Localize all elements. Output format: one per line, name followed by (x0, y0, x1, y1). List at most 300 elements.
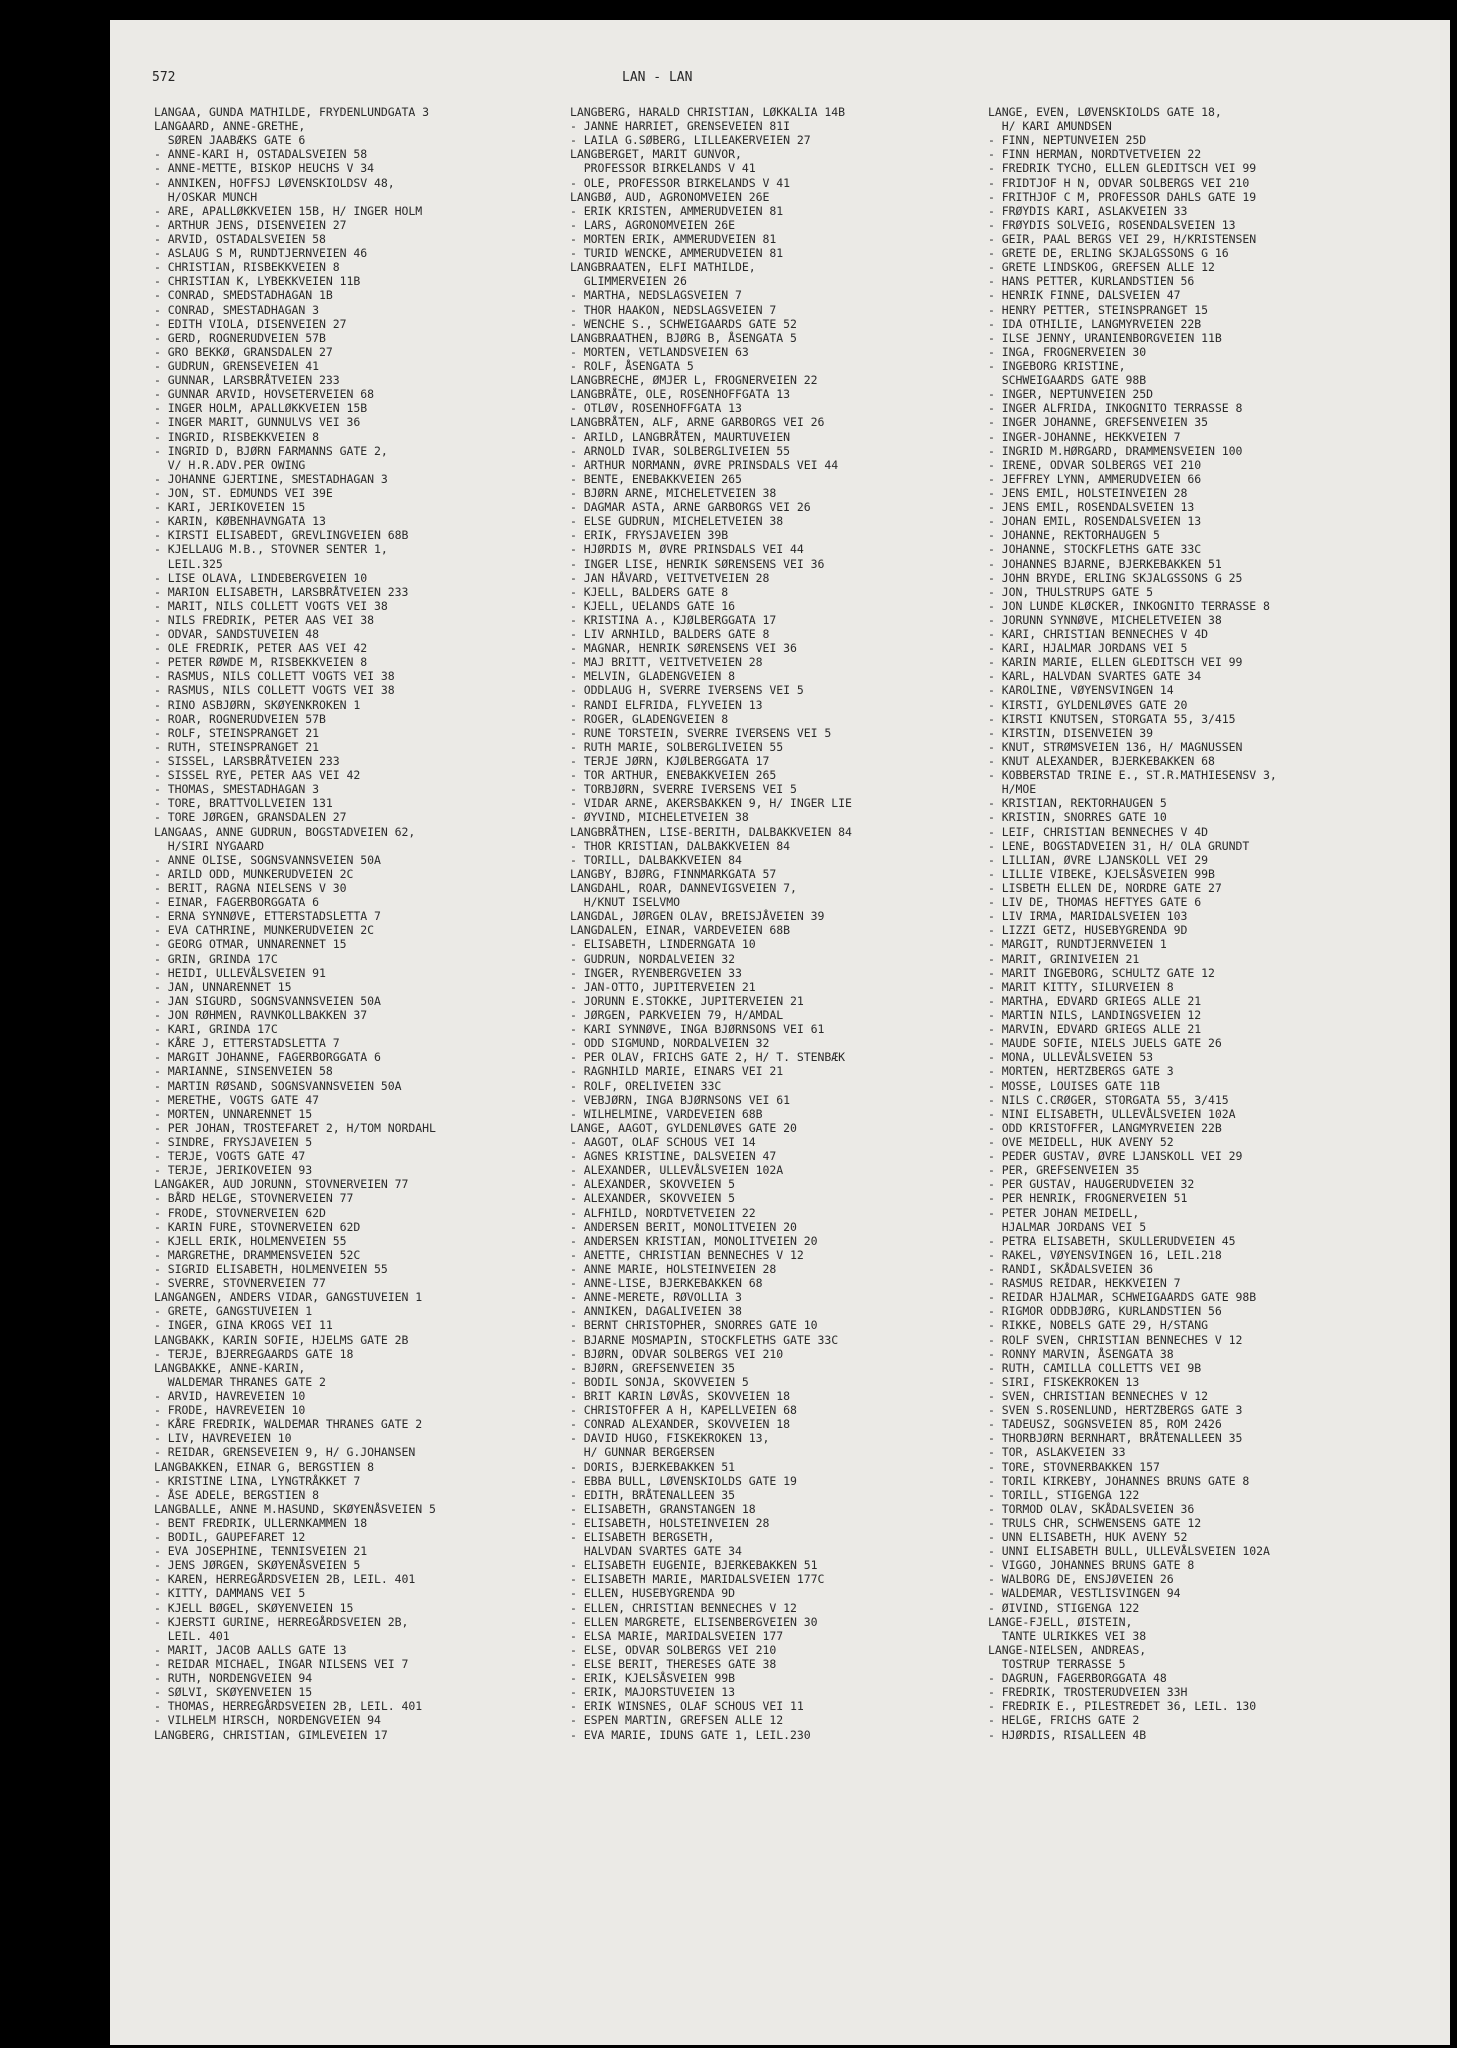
directory-entry: - VEBJØRN, INGA BJØRNSONS VEI 61 (570, 1092, 790, 1107)
directory-entry: LANGAA, GUNDA MATHILDE, FRYDENLUNDGATA 3 (154, 105, 429, 119)
directory-entry: - ROLF, ORELIVEIEN 33C (570, 1078, 722, 1093)
directory-entry: - LIV DE, THOMAS HEFTYES GATE 6 (988, 895, 1202, 910)
directory-entry: - DAGRUN, FAGERBORGGATA 48 (988, 1671, 1167, 1686)
directory-entry: - TERJE, BJERREGAARDS GATE 18 (154, 1346, 354, 1361)
directory-entry: - CHRISTIAN, RISBEKKVEIEN 8 (154, 260, 340, 275)
directory-entry: - LIV ARNHILD, BALDERS GATE 8 (570, 627, 770, 642)
directory-entry: GLIMMERVEIEN 26 (570, 274, 687, 289)
directory-entry: - JORUNN E.STOKKE, JUPITERVEIEN 21 (570, 993, 804, 1008)
directory-entry: - FREDRIK TYCHO, ELLEN GLEDITSCH VEI 99 (988, 161, 1257, 176)
directory-entry: - ERIK, FRYSJAVEIEN 39B (570, 528, 729, 543)
directory-entry: - RUTH, NORDENGVEIEN 94 (154, 1671, 313, 1686)
directory-entry: - EVA JOSEPHINE, TENNISVEIEN 21 (154, 1544, 368, 1559)
directory-entry: - INGER, NEPTUNVEIEN 25D (988, 387, 1153, 402)
directory-entry: - ELISABETH EUGENIE, BJERKEBAKKEN 51 (570, 1558, 818, 1573)
directory-entry: - ERIK, KJELSÅSVEIEN 99B (570, 1671, 735, 1686)
directory-entry: - INGRID, RISBEKKVEIEN 8 (154, 429, 319, 444)
directory-entry: - TORMOD OLAV, SKÅDALSVEIEN 36 (988, 1501, 1195, 1516)
directory-entry: - CHRISTIAN K, LYBEKKVEIEN 11B (154, 274, 361, 289)
directory-entry: - ELSE GUDRUN, MICHELETVEIEN 38 (570, 514, 784, 529)
directory-entry: - GUNNAR ARVID, HOVSETERVEIEN 68 (154, 387, 374, 402)
directory-entry: - KOBBERSTAD TRINE E., ST.R.MATHIESENSV 3, (988, 768, 1277, 783)
directory-entry: - MARTHA, NEDSLAGSVEIEN 7 (570, 288, 742, 303)
directory-entry: - ERNA SYNNØVE, ETTERSTADSLETTA 7 (154, 909, 381, 924)
directory-entry: - ELISABETH MARIE, MARIDALSVEIEN 177C (570, 1572, 825, 1587)
directory-entry: - ROLF, STEINSPRANGET 21 (154, 725, 319, 740)
directory-entry: LANGBAKK, KARIN SOFIE, HJELMS GATE 2B (154, 1332, 409, 1347)
directory-entry: - GRO BEKKØ, GRANSDALEN 27 (154, 344, 333, 359)
directory-entry: - ARVID, OSTADALSVEIEN 58 (154, 231, 326, 246)
directory-entry: - RANDI ELFRIDA, FLYVEIEN 13 (570, 697, 763, 712)
directory-entry: - RUNE TORSTEIN, SVERRE IVERSENS VEI 5 (570, 725, 832, 740)
directory-entry: - LIV, HAVREVEIEN 10 (154, 1431, 292, 1446)
directory-entry: - ÅSE ADELE, BERGSTIEN 8 (154, 1487, 319, 1502)
directory-entry: - TERJE, JERIKOVEIEN 93 (154, 1163, 313, 1178)
directory-entry: - LENE, BOGSTADVEIEN 31, H/ OLA GRUNDT (988, 838, 1250, 853)
directory-entry: - MARIT, JACOB AALLS GATE 13 (154, 1642, 347, 1657)
directory-entry: - KIRSTI, GYLDENLØVES GATE 20 (988, 697, 1188, 712)
directory-entry: - INGER JOHANNE, GREFSENVEIEN 35 (988, 415, 1208, 430)
directory-entry: - GERD, ROGNERUDVEIEN 57B (154, 330, 326, 345)
directory-entry: - BÅRD HELGE, STOVNERVEIEN 77 (154, 1191, 354, 1206)
directory-entry: LANGBRÅTEN, ALF, ARNE GARBORGS VEI 26 (570, 415, 825, 430)
directory-entry: - ERIK, MAJORSTUVEIEN 13 (570, 1685, 735, 1700)
directory-entry: - WALBORG DE, ENSJØVEIEN 26 (988, 1572, 1174, 1587)
directory-entry: - MAUDE SOFIE, NIELS JUELS GATE 26 (988, 1036, 1222, 1051)
directory-entry: - VIGGO, JOHANNES BRUNS GATE 8 (988, 1558, 1195, 1573)
directory-entry: - NILS FREDRIK, PETER AAS VEI 38 (154, 612, 374, 627)
directory-entry: LEIL.325 (154, 556, 223, 571)
directory-entry: - MELVIN, GLADENGVEIEN 8 (570, 669, 735, 684)
directory-entry: - ROGER, GLADENGVEIEN 8 (570, 711, 729, 726)
directory-entry: PROFESSOR BIRKELANDS V 41 (570, 161, 756, 176)
directory-entry: - ELLEN, CHRISTIAN BENNECHES V 12 (570, 1600, 797, 1615)
directory-entry: - HENRIK FINNE, DALSVEIEN 47 (988, 288, 1181, 303)
directory-entry: - INGER ALFRIDA, INKOGNITO TERRASSE 8 (988, 401, 1243, 416)
directory-entry: - INGEBORG KRISTINE, (988, 358, 1126, 373)
directory-entry: - ESPEN MARTIN, GREFSEN ALLE 12 (570, 1713, 784, 1728)
directory-entry: - EINAR, FAGERBORGGATA 6 (154, 895, 319, 910)
directory-entry: - ANNE-METTE, BISKOP HEUCHS V 34 (154, 161, 374, 176)
directory-entry: - FREDRIK, TROSTERUDVEIEN 33H (988, 1685, 1188, 1700)
directory-entry: - RONNY MARVIN, ÅSENGATA 38 (988, 1346, 1174, 1361)
directory-entry: - MARION ELISABETH, LARSBRÅTVEIEN 233 (154, 584, 409, 599)
directory-entry: - THOMAS, HERREGÅRDSVEIEN 2B, LEIL. 401 (154, 1699, 423, 1714)
directory-entry: - PER JOHAN, TROSTEFARET 2, H/TOM NORDAHL (154, 1120, 436, 1135)
directory-entry: - RIKKE, NOBELS GATE 29, H/STANG (988, 1318, 1208, 1333)
directory-entry: - KARI SYNNØVE, INGA BJØRNSONS VEI 61 (570, 1022, 825, 1037)
directory-entry: - OTLØV, ROSENHOFFGATA 13 (570, 401, 742, 416)
directory-entry: - ASLAUG S M, RUNDTJERNVEIEN 46 (154, 246, 368, 261)
directory-entry: - THOR KRISTIAN, DALBAKKVEIEN 84 (570, 838, 790, 853)
directory-entry: - TORILL, DALBAKKVEIEN 84 (570, 852, 742, 867)
directory-entry: - TORE, BRATTVOLLVEIEN 131 (154, 796, 333, 811)
directory-entry: - PER, GREFSENVEIEN 35 (988, 1163, 1140, 1178)
directory-entry: - MOSSE, LOUISES GATE 11B (988, 1078, 1160, 1093)
directory-entry: - WILHELMINE, VARDEVEIEN 68B (570, 1106, 763, 1121)
directory-entry: - FREDRIK E., PILESTREDET 36, LEIL. 130 (988, 1699, 1257, 1714)
directory-column-2 (570, 105, 962, 1742)
directory-entry: - RUTH MARIE, SOLBERGLIVEIEN 55 (570, 739, 784, 754)
directory-entry: LANGDALEN, EINAR, VARDEVEIEN 68B (570, 923, 790, 938)
directory-entry: - ROAR, ROGNERUDVEIEN 57B (154, 711, 326, 726)
directory-entry: - BRIT KARIN LØVÅS, SKOVVEIEN 18 (570, 1388, 790, 1403)
directory-entry: - GUDRUN, NORDALVEIEN 32 (570, 951, 735, 966)
directory-entry: - ØIVIND, STIGENGA 122 (988, 1600, 1140, 1615)
directory-entry: - JENS EMIL, ROSENDALSVEIEN 13 (988, 500, 1195, 515)
directory-entry: - TORE JØRGEN, GRANSDALEN 27 (154, 810, 347, 825)
directory-entry: - INGA, FROGNERVEIEN 30 (988, 344, 1147, 359)
directory-entry: - TERJE, VOGTS GATE 47 (154, 1149, 306, 1164)
directory-entry: - UNN ELISABETH, HUK AVENY 52 (988, 1530, 1188, 1545)
directory-entry: - JEFFREY LYNN, AMMERUDVEIEN 66 (988, 471, 1202, 486)
directory-entry: - SINDRE, FRYSJAVEIEN 5 (154, 1134, 313, 1149)
directory-entry: - GUNNAR, LARSBRÅTVEIEN 233 (154, 373, 340, 388)
directory-entry: - JORUNN SYNNØVE, MICHELETVEIEN 38 (988, 612, 1222, 627)
directory-entry: - BJØRN, GREFSENVEIEN 35 (570, 1360, 735, 1375)
directory-entry: - TORILL, STIGENGA 122 (988, 1487, 1140, 1502)
directory-entry: - EVA MARIE, IDUNS GATE 1, LEIL.230 (570, 1727, 811, 1742)
directory-entry: - TORE, STOVNERBAKKEN 157 (988, 1459, 1160, 1474)
directory-entry: - OVE MEIDELL, HUK AVENY 52 (988, 1134, 1174, 1149)
directory-entry: - RINO ASBJØRN, SKØYENKROKEN 1 (154, 697, 361, 712)
directory-entry: - MONA, ULLEVÅLSVEIEN 53 (988, 1050, 1153, 1065)
directory-entry: - DAVID HUGO, FISKEKROKEN 13, (570, 1431, 770, 1446)
directory-entry: - REIDAR, GRENSEVEIEN 9, H/ G.JOHANSEN (154, 1445, 416, 1460)
directory-entry: LANGAKER, AUD JORUNN, STOVNERVEIEN 77 (154, 1177, 409, 1192)
directory-entry: - MARTIN RØSAND, SOGNSVANNSVEIEN 50A (154, 1078, 402, 1093)
directory-entry: - KJELL, UELANDS GATE 16 (570, 598, 735, 613)
directory-entry: - FINN HERMAN, NORDTVETVEIEN 22 (988, 147, 1202, 162)
directory-entry: LANGBALLE, ANNE M.HASUND, SKØYENÅSVEIEN 5 (154, 1501, 436, 1516)
directory-entry: - INGRID M.HØRGARD, DRAMMENSVEIEN 100 (988, 443, 1243, 458)
directory-entry: LANGAAS, ANNE GUDRUN, BOGSTADVEIEN 62, (154, 824, 416, 839)
directory-entry: - ERIK KRISTEN, AMMERUDVEIEN 81 (570, 203, 784, 218)
directory-entry: - KARI, CHRISTIAN BENNECHES V 4D (988, 627, 1208, 642)
directory-entry: H/MOE (988, 782, 1037, 797)
directory-entry: - ELLEN MARGRETE, ELISENBERGVEIEN 30 (570, 1614, 818, 1629)
directory-entry: - MERETHE, VOGTS GATE 47 (154, 1092, 319, 1107)
directory-entry: - TERJE JØRN, KJØLBERGGATA 17 (570, 754, 770, 769)
directory-entry: - RASMUS, NILS COLLETT VOGTS VEI 38 (154, 669, 395, 684)
directory-entry: - ANNE MARIE, HOLSTEINVEIEN 28 (570, 1261, 777, 1276)
directory-entry: - ALEXANDER, SKOVVEIEN 5 (570, 1191, 735, 1206)
directory-entry: - KJELLAUG M.B., STOVNER SENTER 1, (154, 542, 388, 557)
directory-entry: - SVEN, CHRISTIAN BENNECHES V 12 (988, 1388, 1208, 1403)
directory-entry: - ALEXANDER, ULLEVÅLSVEIEN 102A (570, 1163, 784, 1178)
directory-entry: - INGER LISE, HENRIK SØRENSENS VEI 36 (570, 556, 825, 571)
directory-entry: - OLE, PROFESSOR BIRKELANDS V 41 (570, 175, 790, 190)
directory-entry: - TOR, ASLAKVEIEN 33 (988, 1445, 1126, 1460)
directory-entry: - MARIT KITTY, SILURVEIEN 8 (988, 979, 1174, 994)
directory-entry: - NILS C.CRØGER, STORGATA 55, 3/415 (988, 1092, 1229, 1107)
directory-entry: H/ KARI AMUNDSEN (988, 119, 1112, 134)
directory-entry: - CONRAD, SMESTADHAGAN 3 (154, 302, 319, 317)
directory-entry: - ANDERSEN KRISTIAN, MONOLITVEIEN 20 (570, 1233, 818, 1248)
directory-entry: - BODIL, GAUPEFARET 12 (154, 1530, 306, 1545)
directory-entry: - JAN HÅVARD, VEITVETVEIEN 28 (570, 570, 770, 585)
directory-entry: - KIRSTI KNUTSEN, STORGATA 55, 3/415 (988, 711, 1236, 726)
directory-entry: LANGE, EVEN, LØVENSKIOLDS GATE 18, (988, 105, 1222, 119)
directory-entry: - PER HENRIK, FROGNERVEIEN 51 (988, 1191, 1188, 1206)
directory-entry: - FRØYDIS SOLVEIG, ROSENDALSVEIEN 13 (988, 217, 1236, 232)
directory-entry: - KRISTINE LINA, LYNGTRÅKKET 7 (154, 1473, 361, 1488)
directory-entry: - KARI, JERIKOVEIEN 15 (154, 500, 306, 515)
directory-entry: - PETER RØWDE M, RISBEKKVEIEN 8 (154, 655, 368, 670)
directory-entry: HALVDAN SVARTES GATE 34 (570, 1544, 742, 1559)
directory-entry: - DORIS, BJERKEBAKKEN 51 (570, 1459, 735, 1474)
directory-entry: - FRODE, HAVREVEIEN 10 (154, 1403, 306, 1418)
directory-entry: - ANDERSEN BERIT, MONOLITVEIEN 20 (570, 1219, 797, 1234)
directory-entry: - LIV IRMA, MARIDALSVEIEN 103 (988, 909, 1188, 924)
directory-entry: - GRETE DE, ERLING SKJALGSSONS G 16 (988, 246, 1229, 261)
directory-entry: - BENTE, ENEBAKKVEIEN 265 (570, 471, 742, 486)
directory-entry: - HEIDI, ULLEVÅLSVEIEN 91 (154, 965, 326, 980)
directory-entry: - JANNE HARRIET, GRENSEVEIEN 81I (570, 119, 790, 134)
directory-entry: - ØYVIND, MICHELETVEIEN 38 (570, 810, 749, 825)
directory-entry: - JOHANNE, STOCKFLETHS GATE 33C (988, 542, 1202, 557)
directory-entry: - THORBJØRN BERNHART, BRÅTENALLEEN 35 (988, 1431, 1243, 1446)
directory-entry: - MARVIN, EDVARD GRIEGS ALLE 21 (988, 1022, 1202, 1037)
directory-entry: LANGBRECHE, ØMJER L, FROGNERVEIEN 22 (570, 373, 818, 388)
directory-entry: - KJELL, BALDERS GATE 8 (570, 584, 729, 599)
directory-entry: - VILHELM HIRSCH, NORDENGVEIEN 94 (154, 1713, 381, 1728)
directory-entry: WALDEMAR THRANES GATE 2 (154, 1374, 326, 1389)
directory-entry: - SVEN S.ROSENLUND, HERTZBERGS GATE 3 (988, 1403, 1243, 1418)
directory-entry: - LILLIAN, ØVRE LJANSKOLL VEI 29 (988, 852, 1208, 867)
running-head: LAN - LAN (622, 70, 693, 85)
directory-entry: - BENT FREDRIK, ULLERNKAMMEN 18 (154, 1515, 368, 1530)
directory-entry: - EDITH VIOLA, DISENVEIEN 27 (154, 316, 347, 331)
directory-entry: - LISE OLAVA, LINDEBERGVEIEN 10 (154, 570, 368, 585)
directory-entry: - GUDRUN, GRENSEVEIEN 41 (154, 358, 319, 373)
directory-entry: - INGER HOLM, APALLØKKVEIEN 15B (154, 401, 368, 416)
directory-entry: - ELISABETH, GRANSTANGEN 18 (570, 1501, 756, 1516)
directory-entry: LEIL. 401 (154, 1628, 230, 1643)
directory-entry: LANGANGEN, ANDERS VIDAR, GANGSTUVEIEN 1 (154, 1290, 423, 1305)
directory-entry: - KIRSTI ELISABEDT, GREVLINGVEIEN 68B (154, 528, 409, 543)
directory-entry: - ANNE OLISE, SOGNSVANNSVEIEN 50A (154, 852, 381, 867)
directory-entry: H/KNUT ISELVMO (570, 895, 680, 910)
directory-entry: - ANNE-LISE, BJERKEBAKKEN 68 (570, 1276, 763, 1291)
directory-entry: LANGE, AAGOT, GYLDENLØVES GATE 20 (570, 1120, 797, 1135)
directory-entry: - KNUT, STRØMSVEIEN 136, H/ MAGNUSSEN (988, 739, 1243, 754)
directory-entry: - BJØRN ARNE, MICHELETVEIEN 38 (570, 485, 777, 500)
directory-entry: - JON, ST. EDMUNDS VEI 39E (154, 485, 333, 500)
directory-entry: LANGBRÅTHEN, LISE-BERITH, DALBAKKVEIEN 84 (570, 824, 852, 839)
directory-entry: - ANNE-KARI H, OSTADALSVEIEN 58 (154, 147, 368, 162)
directory-entry: - PEDER GUSTAV, ØVRE LJANSKOLL VEI 29 (988, 1149, 1243, 1164)
directory-entry: - ELLEN, HUSEBYGRENDA 9D (570, 1586, 735, 1601)
directory-entry: - INGER MARIT, GUNNULVS VEI 36 (154, 415, 361, 430)
directory-entry: - TURID WENCKE, AMMERUDVEIEN 81 (570, 246, 784, 261)
directory-entry: - CHRISTOFFER A H, KAPELLVEIEN 68 (570, 1403, 797, 1418)
directory-entry: LANGAARD, ANNE-GRETHE, (154, 119, 306, 134)
directory-entry: - LISBETH ELLEN DE, NORDRE GATE 27 (988, 881, 1222, 896)
directory-entry: - RASMUS REIDAR, HEKKVEIEN 7 (988, 1276, 1181, 1291)
directory-entry: LANGBØ, AUD, AGRONOMVEIEN 26E (570, 189, 770, 204)
directory-entry: - INGER-JOHANNE, HEKKVEIEN 7 (988, 429, 1181, 444)
directory-entry: - ELISABETH, LINDERNGATA 10 (570, 937, 756, 952)
directory-entry: - DAGMAR ASTA, ARNE GARBORGS VEI 26 (570, 500, 811, 515)
directory-entry: - MARTHA, EDVARD GRIEGS ALLE 21 (988, 993, 1202, 1008)
directory-entry: TOSTRUP TERRASSE 5 (988, 1657, 1126, 1672)
directory-entry: - FRIDTJOF H N, ODVAR SOLBERGS VEI 210 (988, 175, 1250, 190)
directory-entry: - TORBJØRN, SVERRE IVERSENS VEI 5 (570, 782, 797, 797)
directory-entry: - KJELL BØGEL, SKØYENVEIEN 15 (154, 1600, 354, 1615)
directory-entry: LANGDAHL, ROAR, DANNEVIGSVEIEN 7, (570, 881, 797, 896)
directory-entry: - PER GUSTAV, HAUGERUDVEIEN 32 (988, 1177, 1195, 1192)
directory-entry: - KITTY, DAMMANS VEI 5 (154, 1586, 306, 1601)
directory-entry: - EBBA BULL, LØVENSKIOLDS GATE 19 (570, 1473, 797, 1488)
directory-entry: - MAGNAR, HENRIK SØRENSENS VEI 36 (570, 641, 797, 656)
directory-entry: - ELSE, ODVAR SOLBERGS VEI 210 (570, 1642, 777, 1657)
directory-entry: - WENCHE S., SCHWEIGAARDS GATE 52 (570, 316, 797, 331)
directory-entry: - LIZZI GETZ, HUSEBYGRENDA 9D (988, 923, 1188, 938)
directory-entry: - HJØRDIS M, ØVRE PRINSDALS VEI 44 (570, 542, 804, 557)
directory-entry: - SIGRID ELISABETH, HOLMENVEIEN 55 (154, 1261, 388, 1276)
directory-entry: - GRIN, GRINDA 17C (154, 951, 278, 966)
directory-entry: - JAN SIGURD, SOGNSVANNSVEIEN 50A (154, 993, 381, 1008)
directory-entry: SCHWEIGAARDS GATE 98B (988, 373, 1147, 388)
directory-entry: - BJARNE MOSMAPIN, STOCKFLETHS GATE 33C (570, 1332, 839, 1347)
directory-entry: - ELSA MARIE, MARIDALSVEIEN 177 (570, 1628, 784, 1643)
directory-entry: - SVERRE, STOVNERVEIEN 77 (154, 1276, 326, 1291)
directory-entry: - ODD KRISTOFFER, LANGMYRVEIEN 22B (988, 1120, 1222, 1135)
directory-entry: - PETRA ELISABETH, SKULLERUDVEIEN 45 (988, 1233, 1236, 1248)
directory-entry: - ROLF, ÅSENGATA 5 (570, 358, 694, 373)
directory-entry: H/ GUNNAR BERGERSEN (570, 1445, 715, 1460)
directory-entry: - ARTHUR NORMANN, ØVRE PRINSDALS VEI 44 (570, 457, 839, 472)
directory-entry: - INGER, RYENBERGVEIEN 33 (570, 965, 742, 980)
directory-entry: LANGE-FJELL, ØISTEIN, (988, 1614, 1133, 1629)
directory-entry: - KRISTIAN, REKTORHAUGEN 5 (988, 796, 1167, 811)
directory-entry: - ANNIKEN, HOFFSJ LØVENSKIOLDSV 48, (154, 175, 395, 190)
directory-entry: - KAREN, HERREGÅRDSVEIEN 2B, LEIL. 401 (154, 1572, 416, 1587)
directory-entry: - TOR ARTHUR, ENEBAKKVEIEN 265 (570, 768, 777, 783)
directory-entry: - BODIL SONJA, SKOVVEIEN 5 (570, 1374, 749, 1389)
directory-entry: - ALEXANDER, SKOVVEIEN 5 (570, 1177, 735, 1192)
directory-entry: V/ H.R.ADV.PER OWING (154, 457, 306, 472)
directory-entry: - BERIT, RAGNA NIELSENS V 30 (154, 881, 347, 896)
directory-entry: - HENRY PETTER, STEINSPRANGET 15 (988, 302, 1208, 317)
directory-entry: - ARILD, LANGBRÅTEN, MAURTUVEIEN (570, 429, 790, 444)
directory-entry: - ARNOLD IVAR, SOLBERGLIVEIEN 55 (570, 443, 790, 458)
directory-entry: - HJØRDIS, RISALLEEN 4B (988, 1727, 1147, 1742)
directory-entry: TANTE ULRIKKES VEI 38 (988, 1628, 1147, 1643)
directory-column-3 (988, 105, 1428, 1742)
directory-entry: - HELGE, FRICHS GATE 2 (988, 1713, 1140, 1728)
directory-entry: - KRISTINA A., KJØLBERGGATA 17 (570, 612, 777, 627)
directory-entry: - THOMAS, SMESTADHAGAN 3 (154, 782, 319, 797)
directory-entry: - ARE, APALLØKKVEIEN 15B, H/ INGER HOLM (154, 203, 423, 218)
directory-entry: LANGE-NIELSEN, ANDREAS, (988, 1642, 1147, 1657)
directory-entry: - JON LUNDE KLØCKER, INKOGNITO TERRASSE 8 (988, 598, 1270, 613)
directory-entry: - LEIF, CHRISTIAN BENNECHES V 4D (988, 824, 1208, 839)
directory-entry: - SISSEL, LARSBRÅTVEIEN 233 (154, 754, 340, 769)
directory-entry: - JOHANNE, REKTORHAUGEN 5 (988, 528, 1160, 543)
directory-entry: LANGBY, BJØRG, FINNMARKGATA 57 (570, 866, 777, 881)
directory-entry: - JON RØHMEN, RAVNKOLLBAKKEN 37 (154, 1008, 368, 1022)
directory-entry: H/SIRI NYGAARD (154, 838, 264, 853)
directory-entry: - JOHN BRYDE, ERLING SKJALGSSONS G 25 (988, 570, 1243, 585)
directory-entry: - AAGOT, OLAF SCHOUS VEI 14 (570, 1134, 756, 1149)
directory-entry: - JOHAN EMIL, ROSENDALSVEIEN 13 (988, 514, 1202, 529)
directory-entry: - ODDLAUG H, SVERRE IVERSENS VEI 5 (570, 683, 804, 698)
directory-entry: - FINN, NEPTUNVEIEN 25D (988, 133, 1147, 148)
directory-entry: - KNUT ALEXANDER, BJERKEBAKKEN 68 (988, 754, 1215, 769)
directory-entry: - MORTEN, VETLANDSVEIEN 63 (570, 344, 749, 359)
directory-entry: LANGDAL, JØRGEN OLAV, BREISJÅVEIEN 39 (570, 909, 825, 924)
directory-entry: - GEORG OTMAR, UNNARENNET 15 (154, 937, 347, 952)
directory-entry: - JOHANNES BJARNE, BJERKEBAKKEN 51 (988, 556, 1222, 571)
directory-entry: - IDA OTHILIE, LANGMYRVEIEN 22B (988, 316, 1202, 331)
directory-entry: - MORTEN, HERTZBERGS GATE 3 (988, 1064, 1174, 1079)
directory-entry: - EVA CATHRINE, MUNKERUDVEIEN 2C (154, 923, 374, 938)
directory-entry: - KIRSTIN, DISENVEIEN 39 (988, 725, 1153, 740)
directory-entry: - UNNI ELISABETH BULL, ULLEVÅLSVEIEN 102A (988, 1544, 1270, 1559)
directory-entry: LANGBERG, CHRISTIAN, GIMLEVEIEN 17 (154, 1727, 388, 1742)
directory-entry: - ROLF SVEN, CHRISTIAN BENNECHES V 12 (988, 1332, 1243, 1347)
directory-entry: - MARGRETHE, DRAMMENSVEIEN 52C (154, 1247, 361, 1262)
directory-entry: - RAKEL, VØYENSVINGEN 16, LEIL.218 (988, 1247, 1222, 1262)
directory-entry: - JØRGEN, PARKVEIEN 79, H/AMDAL (570, 1008, 784, 1022)
directory-entry: LANGBRÅTE, OLE, ROSENHOFFGATA 13 (570, 387, 790, 402)
directory-entry: - TADEUSZ, SOGNSVEIEN 85, ROM 2426 (988, 1417, 1222, 1432)
directory-entry: - MARTIN NILS, LANDINGSVEIEN 12 (988, 1008, 1202, 1022)
directory-entry: - GRETE, GANGSTUVEIEN 1 (154, 1304, 313, 1319)
directory-entry: - MARIANNE, SINSENVEIEN 58 (154, 1064, 333, 1079)
directory-entry: - INGRID D, BJØRN FARMANNS GATE 2, (154, 443, 388, 458)
directory-entry: - VIDAR ARNE, AKERSBAKKEN 9, H/ INGER LIE (570, 796, 852, 811)
directory-entry: - JOHANNE GJERTINE, SMESTADHAGAN 3 (154, 471, 388, 486)
directory-entry: - EDITH, BRÅTENALLEEN 35 (570, 1487, 735, 1502)
directory-entry: - ARTHUR JENS, DISENVEIEN 27 (154, 217, 347, 232)
directory-entry: - GRETE LINDSKOG, GREFSEN ALLE 12 (988, 260, 1215, 275)
directory-entry: - KARIN MARIE, ELLEN GLEDITSCH VEI 99 (988, 655, 1243, 670)
directory-entry: - RASMUS, NILS COLLETT VOGTS VEI 38 (154, 683, 395, 698)
directory-entry: - MARGIT JOHANNE, FAGERBORGGATA 6 (154, 1050, 381, 1065)
directory-entry: - LAILA G.SØBERG, LILLEAKERVEIEN 27 (570, 133, 811, 148)
directory-entry: - CONRAD ALEXANDER, SKOVVEIEN 18 (570, 1417, 790, 1432)
directory-entry: - ANETTE, CHRISTIAN BENNECHES V 12 (570, 1247, 804, 1262)
directory-entry: - ODD SIGMUND, NORDALVEIEN 32 (570, 1036, 770, 1051)
directory-entry: - OLE FREDRIK, PETER AAS VEI 42 (154, 641, 368, 656)
directory-page (110, 20, 1450, 2045)
directory-entry: - JAN-OTTO, JUPITERVEIEN 21 (570, 979, 756, 994)
directory-entry: - MORTEN, UNNARENNET 15 (154, 1106, 313, 1121)
directory-entry: HJALMAR JORDANS VEI 5 (988, 1219, 1147, 1234)
directory-entry: - BERNT CHRISTOPHER, SNORRES GATE 10 (570, 1318, 818, 1333)
directory-entry: - INGER, GINA KROGS VEI 11 (154, 1318, 333, 1333)
directory-entry: - SIRI, FISKEKROKEN 13 (988, 1374, 1140, 1389)
directory-entry: LANGBERGET, MARIT GUNVOR, (570, 147, 742, 162)
directory-entry: - RUTH, CAMILLA COLLETTS VEI 9B (988, 1360, 1202, 1375)
directory-entry: - ELISABETH, HOLSTEINVEIEN 28 (570, 1515, 770, 1530)
directory-entry: LANGBRAATHEN, BJØRG B, ÅSENGATA 5 (570, 330, 797, 345)
directory-entry: - MAJ BRITT, VEITVETVEIEN 28 (570, 655, 763, 670)
directory-entry: - JON, THULSTRUPS GATE 5 (988, 584, 1153, 599)
directory-entry: - NINI ELISABETH, ULLEVÅLSVEIEN 102A (988, 1106, 1236, 1121)
directory-entry: LANGBAKKE, ANNE-KARIN, (154, 1360, 306, 1375)
directory-entry: - RUTH, STEINSPRANGET 21 (154, 739, 319, 754)
directory-entry: - KARI, GRINDA 17C (154, 1022, 278, 1037)
directory-entry: - LILLIE VIBEKE, KJELSÅSVEIEN 99B (988, 866, 1215, 881)
directory-entry: - ARVID, HAVREVEIEN 10 (154, 1388, 306, 1403)
directory-entry: - WALDEMAR, VESTLISVINGEN 94 (988, 1586, 1181, 1601)
directory-entry: - RANDI, SKÅDALSVEIEN 36 (988, 1261, 1153, 1276)
directory-entry: - FRODE, STOVNERVEIEN 62D (154, 1205, 326, 1220)
